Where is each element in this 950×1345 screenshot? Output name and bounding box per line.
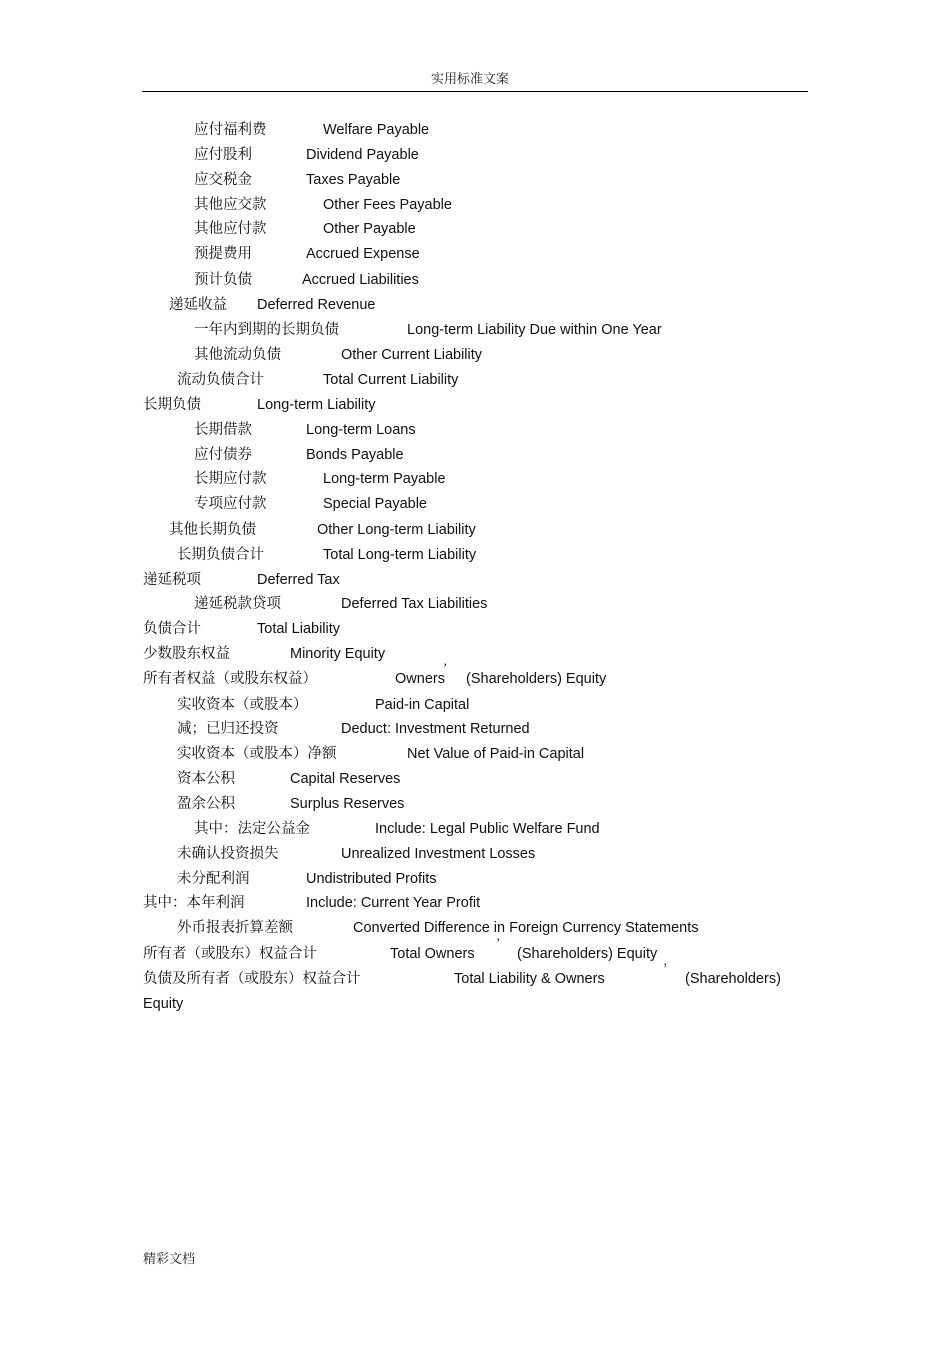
term-en: Total Liability & Owners [454, 971, 605, 987]
list-item [0, 244, 950, 266]
list-item [0, 819, 950, 841]
list-item [0, 219, 950, 241]
term-en: Capital Reserves [290, 771, 401, 787]
term-en: Include: Current Year Profit [306, 895, 481, 911]
term-en: Other Long-term Liability [317, 522, 476, 538]
term-en: Welfare Payable [323, 122, 430, 138]
apostrophe-mark: ’ [496, 935, 501, 950]
term-en: Deduct: Investment Returned [341, 721, 530, 737]
term-en: Accrued Liabilities [302, 272, 419, 288]
term-en-continued: (Shareholders) [685, 971, 781, 987]
term-zh: 应付债券 [194, 447, 252, 463]
list-item [0, 170, 950, 192]
term-zh: 其中：法定公益金 [194, 821, 310, 837]
list-item [0, 918, 950, 940]
list-item [0, 960, 950, 991]
list-item [0, 994, 950, 1016]
term-zh: 应付福利费 [194, 122, 267, 138]
term-zh: 实收资本（或股本）净额 [177, 746, 337, 762]
term-en: Other Current Liability [341, 347, 483, 363]
term-en: Long-term Loans [306, 422, 416, 438]
term-en: Total Owners [390, 946, 475, 962]
term-en: Surplus Reserves [290, 796, 405, 812]
term-zh: 未确认投资损失 [177, 846, 279, 862]
term-zh: 其他长期负债 [169, 522, 256, 538]
apostrophe-mark: ’ [663, 960, 668, 975]
term-zh: 专项应付款 [194, 496, 267, 512]
term-en: Converted Difference in Foreign Currency Statements [353, 920, 699, 936]
list-item [0, 619, 950, 641]
list-item [0, 744, 950, 766]
term-zh: 未分配利润 [177, 871, 250, 887]
term-zh: 长期负债合计 [177, 547, 264, 563]
list-item [0, 270, 950, 292]
term-en: Total Long-term Liability [323, 547, 477, 563]
term-zh: 长期借款 [194, 422, 252, 438]
term-zh: 其他应交款 [194, 197, 267, 213]
term-en: Deferred Tax [257, 572, 340, 588]
term-en: Accrued Expense [306, 246, 420, 262]
term-en: Long-term Liability [257, 397, 376, 413]
term-en-continued: Equity [143, 996, 184, 1012]
term-en: Owners [395, 671, 445, 687]
list-item [0, 769, 950, 791]
list-item [0, 320, 950, 342]
page-footer-text: 精彩文档 [143, 1252, 196, 1267]
term-zh: 递延税项 [143, 572, 201, 588]
term-en: Taxes Payable [306, 172, 401, 188]
list-item [0, 145, 950, 167]
term-en-continued: (Shareholders) Equity [517, 946, 658, 962]
term-zh: 少数股东权益 [143, 646, 230, 662]
list-item [0, 844, 950, 866]
term-en: Minority Equity [290, 646, 386, 662]
term-zh: 递延收益 [169, 297, 227, 313]
list-item [0, 570, 950, 592]
list-item [0, 869, 950, 891]
list-item [0, 545, 950, 567]
term-zh: 盈余公积 [177, 796, 235, 812]
term-en: Long-term Liability Due within One Year [407, 322, 662, 338]
term-zh: 其他流动负债 [194, 347, 281, 363]
list-item [0, 195, 950, 217]
list-item [0, 719, 950, 741]
list-item [0, 395, 950, 417]
list-item [0, 893, 950, 915]
term-zh: 递延税款贷项 [194, 596, 281, 612]
term-en: Include: Legal Public Welfare Fund [375, 821, 600, 837]
term-zh: 外币报表折算差额 [177, 920, 293, 936]
apostrophe-mark: ’ [443, 660, 448, 675]
term-zh: 应付股利 [194, 147, 252, 163]
term-en: Bonds Payable [306, 447, 404, 463]
term-en: Undistributed Profits [306, 871, 437, 887]
term-zh: 长期应付款 [194, 471, 267, 487]
list-item [0, 660, 950, 691]
header-rule [142, 91, 808, 92]
term-en-continued: (Shareholders) Equity [466, 671, 607, 687]
term-zh: 预提费用 [194, 246, 252, 262]
term-en: Dividend Payable [306, 147, 419, 163]
term-zh: 资本公积 [177, 771, 235, 787]
term-en: Special Payable [323, 496, 427, 512]
term-zh: 所有者权益（或股东权益） [143, 671, 317, 687]
term-zh: 预计负债 [194, 272, 252, 288]
term-en: Deferred Revenue [257, 297, 376, 313]
list-item [0, 695, 950, 717]
term-en: Total Liability [257, 621, 341, 637]
list-item [0, 120, 950, 142]
term-zh: 长期负债 [143, 397, 201, 413]
term-zh: 实收资本（或股本） [177, 697, 308, 713]
list-item [0, 295, 950, 317]
term-zh: 其他应付款 [194, 221, 267, 237]
list-item [0, 935, 950, 966]
term-en: Total Current Liability [323, 372, 459, 388]
term-en: Other Payable [323, 221, 416, 237]
term-en: Paid-in Capital [375, 697, 470, 713]
term-en: Net Value of Paid-in Capital [407, 746, 585, 762]
list-item [0, 794, 950, 816]
term-en: Unrealized Investment Losses [341, 846, 536, 862]
list-item [0, 345, 950, 367]
list-item [0, 370, 950, 392]
term-en: Long-term Payable [323, 471, 446, 487]
list-item [0, 420, 950, 442]
list-item [0, 445, 950, 467]
term-zh: 应交税金 [194, 172, 252, 188]
list-item [0, 594, 950, 616]
list-item [0, 520, 950, 542]
list-item [0, 494, 950, 516]
term-zh: 其中：本年利润 [143, 895, 245, 911]
term-en: Other Fees Payable [323, 197, 452, 213]
term-zh: 负债合计 [143, 621, 201, 637]
list-item [0, 644, 950, 666]
term-zh: 一年内到期的长期负债 [194, 322, 339, 338]
term-zh: 负债及所有者（或股东）权益合计 [143, 971, 361, 987]
page-header-title: 实用标准文案 [430, 72, 509, 87]
term-zh: 所有者（或股东）权益合计 [143, 946, 317, 962]
term-en: Deferred Tax Liabilities [341, 596, 488, 612]
list-item [0, 469, 950, 491]
term-zh: 减；已归还投资 [177, 721, 279, 737]
term-zh: 流动负债合计 [177, 372, 264, 388]
